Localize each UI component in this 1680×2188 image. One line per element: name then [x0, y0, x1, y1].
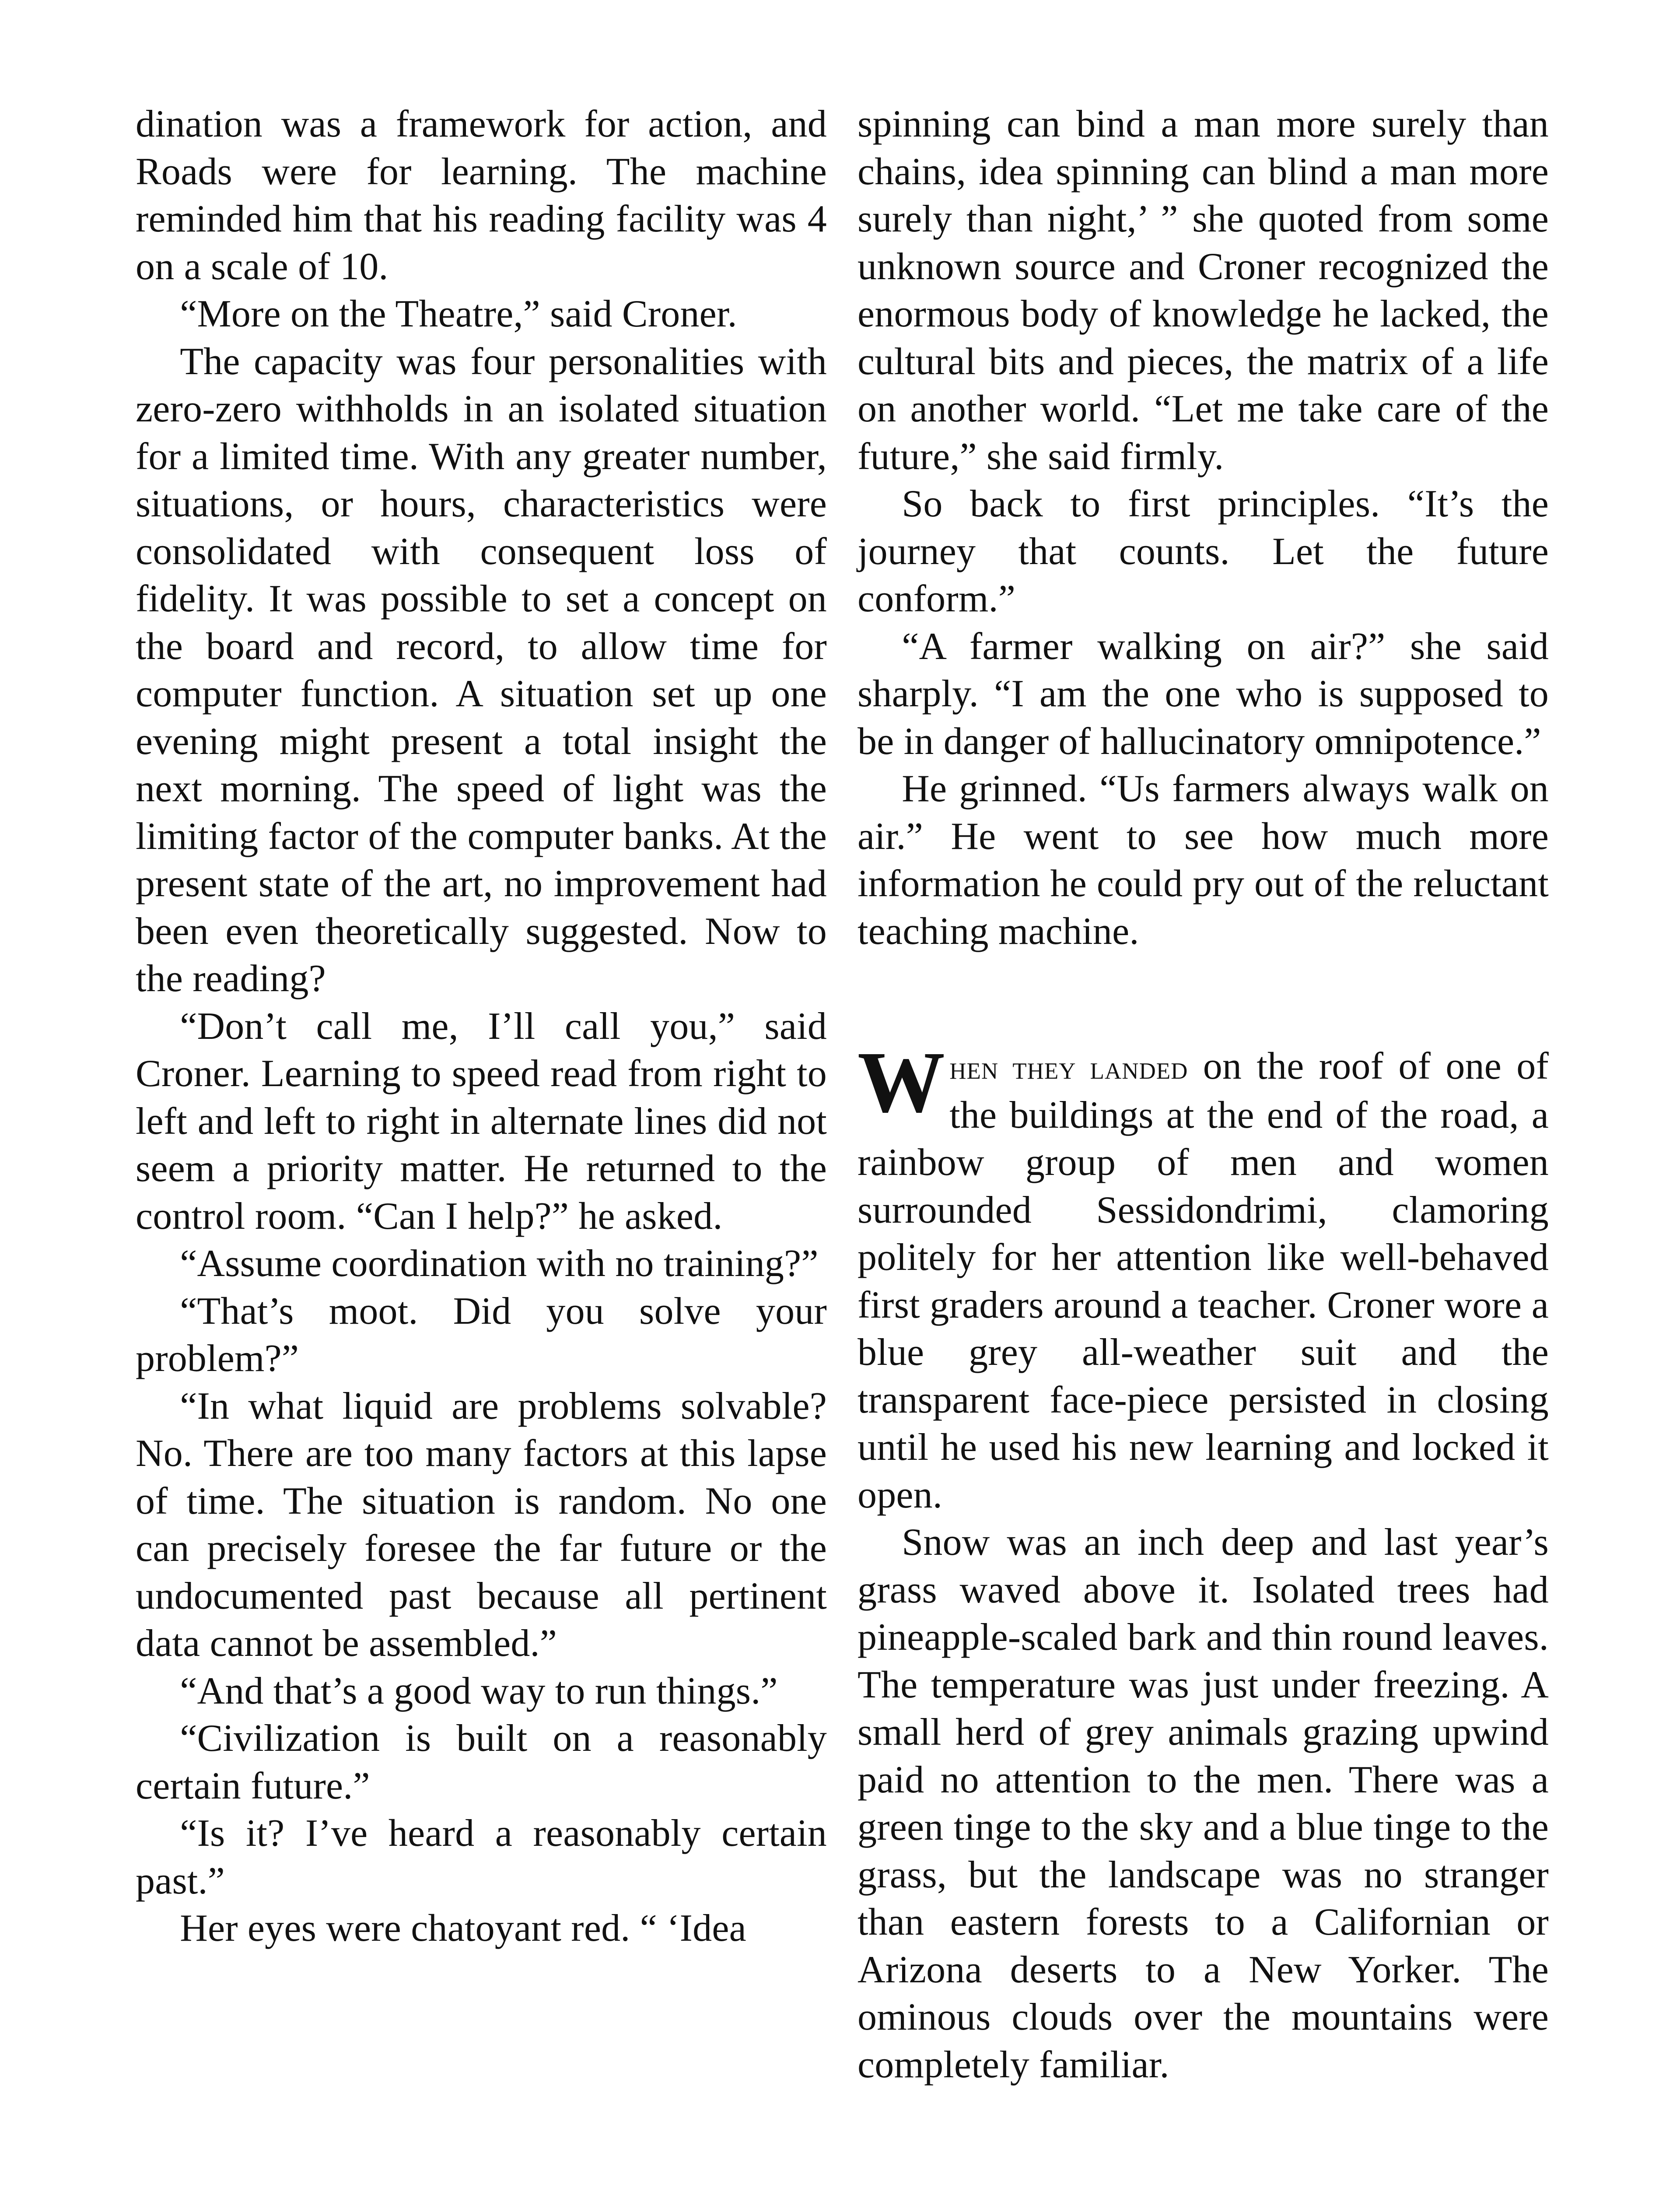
drop-cap: W	[858, 1034, 945, 1131]
right-column	[858, 101, 1549, 2089]
paragraph: He grinned. “Us farmers always walk on air.” He went to see how much more information he could pry out of the reluctant teaching machine.	[858, 768, 1549, 953]
lead-in-smallcaps: hen they landed	[949, 1049, 1188, 1086]
paragraph: Her eyes were chatoyant red. “ ‘Idea	[180, 1907, 746, 1950]
section-break	[858, 955, 1549, 1043]
paragraph: “Civilization is built on a reasonably certain future.”	[136, 1717, 827, 1807]
paragraph: spinning can bind a man more surely than chains, idea spinning can blind a man more surely than night,’ ” she quoted from some unknown source and Croner recognized the enormous body of knowledge he lacked, the cultural bits and pieces, the matrix of a life on another world. “Let me take care of the future,” she said firmly.	[858, 103, 1549, 478]
paragraph: “And that’s a good way to run things.”	[180, 1669, 778, 1712]
paragraph: “A farmer walking on air?” she said sharply. “I am the one who is supposed to be in danger of hallucinatory omnipotence.”	[858, 625, 1549, 763]
paragraph: “Assume coordination with no training?”	[180, 1242, 819, 1285]
paragraph: “That’s moot. Did you solve your problem?”	[136, 1290, 827, 1380]
paragraph: “Is it? I’ve heard a reasonably certain past.”	[136, 1812, 827, 1902]
paragraph: “More on the Theatre,” said Croner.	[180, 293, 737, 335]
paragraph: “Don’t call me, I’ll call you,” said Croner. Learning to speed read from right to left and left to right in alternate lines did not seem a priority matter. He returned to the control room. “Can I help?” he asked.	[136, 1005, 827, 1238]
paragraph: “In what liquid are problems solvable? No. There are too many factors at this lapse of time. The situation is random. No one can precisely foresee the far future or the undocumented past because all pertinent data cannot be assembled.”	[136, 1385, 827, 1665]
paragraph: So back to first principles. “It’s the journey that counts. Let the future conform.”	[858, 483, 1549, 620]
paragraph: dination was a framework for action, and Roads were for learning. The machine reminded him that his reading facility was 4 on a scale of 10.	[136, 103, 827, 288]
paragraph: The capacity was four personalities with zero-zero withholds in an isolated situation for a limited time. With any greater number, situations, or hours, characteristics were consolidated with consequent loss of fidelity. It was possible to set a concept on the board and record, to allow time for computer function. A situation set up one evening might present a total insight the next morning. The speed of light was the limiting factor of the computer banks. At the present state of the art, no improvement had been even theoretically suggested. Now to the reading?	[136, 340, 827, 1000]
left-column	[136, 101, 827, 1953]
paragraph-text: on the roof of one of the buildings at the end of the road, a rainbow group of men and women surrounded Sessidondrimi, clamoring politely for her attention like well-behaved first graders around a teacher. Croner wore a blue grey all-weather suit and the transparent face-piece persisted in closing until he used his new learning and locked it open.	[858, 1045, 1549, 1516]
section-opening-paragraph	[858, 1034, 1549, 1519]
paragraph: Snow was an inch deep and last year’s grass waved above it. Isolated trees had pineapple-scaled bark and thin round leaves. The temperature was just under freezing. A small herd of grey animals grazing upwind paid no attention to the men. There was a green tinge to the sky and a blue tinge to the grass, but the landscape was no stranger than eastern forests to a Californian or Arizona deserts to a New Yorker. The ominous clouds over the mountains were completely familiar.	[858, 1521, 1549, 2086]
